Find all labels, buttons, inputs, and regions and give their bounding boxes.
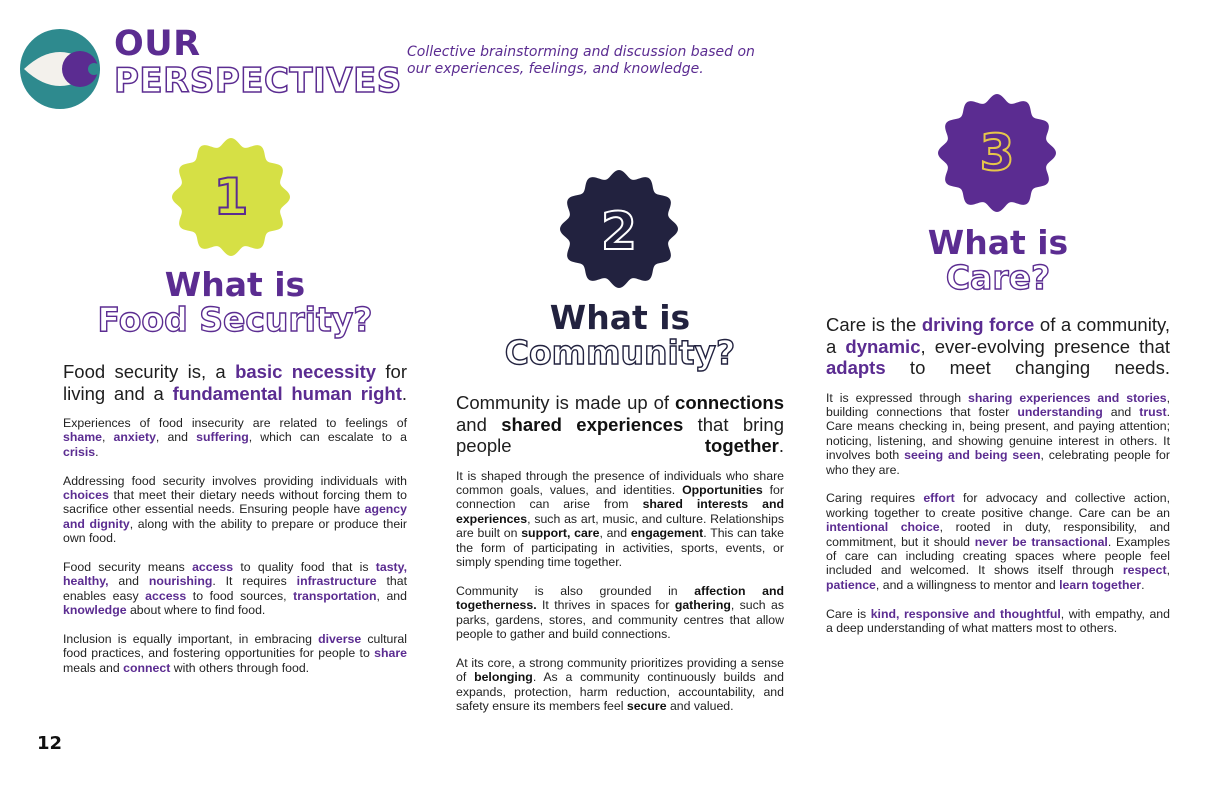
badge-2 (556, 166, 682, 292)
body-text: and (1102, 404, 1140, 419)
body-paragraph (63, 474, 407, 546)
body-text: , celebrating people for who they are. (826, 448, 1170, 477)
body-text: to quality food that is (233, 560, 376, 575)
eye-logo-icon (20, 29, 100, 109)
highlight-text: access (192, 560, 234, 575)
section-1-body (63, 416, 407, 675)
body-text: , ever-evolving presence that (920, 335, 1170, 357)
highlight-text: anxiety (113, 430, 156, 445)
highlight-text: connections (675, 392, 784, 413)
highlight-text: nourishing (148, 574, 213, 589)
body-text: cultural food practices, and fostering opportunities for people to (63, 632, 408, 661)
body-text: , and (599, 526, 631, 541)
badge-1-number: 1 (213, 168, 249, 226)
body-text: , along with the ability to prepare or produce their own food. (63, 516, 407, 546)
body-text: and (108, 574, 149, 589)
body-paragraph (456, 584, 784, 642)
badge-3-number: 3 (979, 124, 1015, 182)
highlight-text: basic necessity (235, 361, 377, 382)
page-number: 12 (37, 733, 63, 754)
body-paragraph (63, 416, 407, 459)
page-tagline: Collective brainstorming and discussion based on our experiences, feelings, and knowledge. (407, 44, 755, 77)
highlight-text: infrastructure (296, 574, 377, 589)
section-2-heading-what: What is (549, 298, 691, 337)
section-3-body (826, 391, 1170, 636)
highlight-text: support, care (521, 526, 600, 541)
body-text: Care is the (826, 314, 922, 335)
body-text: , rooted in duty, responsibility, and commitment, but it should (826, 520, 1170, 549)
body-text: . (401, 382, 407, 404)
highlight-text: access (145, 588, 187, 603)
body-text: , and (376, 588, 407, 603)
body-paragraph (826, 391, 1170, 477)
body-paragraph (63, 632, 407, 675)
highlight-text: together (704, 435, 779, 456)
highlight-text: gathering (674, 598, 731, 613)
page-title-line2: PERSPECTIVES (114, 61, 402, 101)
highlight-text: learn together (1059, 577, 1142, 592)
body-text: . Examples of care can including creating spaces where people feel included and welcomed. It shows itself through (826, 534, 1170, 578)
body-text: . As a community continuously builds and expands, protection, harm reduction, accountability, and safety ensure its members feel (456, 670, 784, 713)
body-text: and valued. (666, 698, 734, 713)
highlight-text: fundamental human right (172, 382, 402, 404)
highlight-text: seeing and being seen (904, 448, 1041, 463)
body-text: At its core, a strong community prioritizes providing a sense of (456, 655, 784, 685)
body-paragraph (456, 469, 784, 570)
highlight-text: tasty, healthy, (63, 560, 407, 589)
highlight-text: kind, responsive and thoughtful (870, 606, 1061, 621)
badge-1 (168, 134, 294, 260)
highlight-text: knowledge (63, 603, 127, 618)
body-text: Community is also grounded in (456, 583, 695, 598)
section-3-heading-what: What is (927, 223, 1069, 262)
body-text: to food sources, (186, 588, 294, 603)
highlight-text: understanding (1017, 404, 1103, 419)
section-3-lead (826, 314, 1170, 379)
highlight-text: shame (63, 430, 102, 445)
highlight-text: belonging (474, 670, 533, 685)
highlight-text: respect (1122, 563, 1167, 578)
body-text: , (1166, 563, 1170, 578)
body-text: , with empathy, and a deep understanding of what matters most to others. (826, 606, 1170, 635)
body-text: , building connections that foster (826, 390, 1170, 419)
body-text: for connection can arise from (456, 482, 784, 512)
section-care (826, 223, 1170, 650)
badge-2-number: 2 (600, 202, 638, 262)
highlight-text: agency and dignity (63, 502, 407, 531)
section-3-heading-topic: Care? (945, 258, 1051, 297)
body-text: Food security means (63, 560, 193, 575)
body-text: Food security is, a (63, 361, 236, 382)
body-paragraph (826, 607, 1170, 636)
body-text: Inclusion is equally important, in embracing (63, 632, 319, 647)
body-text: for living and a (63, 361, 407, 404)
highlight-text: affection and togetherness. (456, 583, 784, 613)
body-text: Community is made up of (456, 392, 676, 413)
highlight-text: secure (626, 698, 667, 713)
highlight-text: transportation (293, 588, 377, 603)
highlight-text: shared interests and experiences (456, 497, 785, 526)
body-paragraph (63, 560, 407, 618)
body-text: , (101, 430, 114, 445)
body-text: , and (155, 430, 197, 445)
highlight-text: choices (63, 488, 109, 503)
highlight-text: diverse (318, 632, 362, 647)
highlight-text: share (374, 646, 407, 661)
highlight-text: connect (123, 660, 171, 675)
body-text: . Care means checking in, being present, and paying attention; noticing, listening, and showing genuine interest in others. It involves both (826, 404, 1170, 463)
body-text: . (95, 444, 99, 459)
page-title-line1: OUR (114, 24, 201, 64)
body-text: for advocacy and collective action, working together to create positive change. Care can be an (826, 491, 1170, 520)
body-text: with others through food. (170, 660, 310, 675)
highlight-text: effort (923, 491, 955, 506)
body-text: , such as parks, gardens, stores, and community centres that allow people to gather and build connections. (456, 598, 784, 641)
body-text: that bring people (456, 413, 784, 456)
section-2-lead (456, 392, 784, 457)
body-text: . (778, 435, 784, 456)
highlight-text: never be transactional (974, 534, 1108, 549)
section-1-lead (63, 361, 407, 404)
body-paragraph (456, 656, 784, 714)
highlight-text: dynamic (845, 335, 921, 357)
body-text: Addressing food security involves providing individuals with (63, 473, 407, 488)
body-text: , and a willingness to mentor and (875, 577, 1060, 592)
body-text: Caring requires (826, 491, 924, 506)
body-text: that meet their dietary needs without forcing them to sacrifice other essential needs. Ensuring people have (63, 488, 407, 517)
highlight-text: patience (826, 577, 876, 592)
body-text: It is expressed through (826, 390, 968, 405)
section-1-heading-topic: Food Security? (97, 300, 373, 339)
highlight-text: intentional choice (826, 520, 940, 535)
body-text: . This can take the form of participating in activities, sports, events, or simply spending time together. (456, 526, 784, 569)
highlight-text: suffering (196, 430, 249, 445)
body-text: . (1141, 577, 1145, 592)
body-text: It thrives in spaces for (536, 598, 675, 613)
section-2-heading-topic: Community? (504, 333, 736, 372)
body-text: , such as art, music, and culture. Relationships are built on (456, 511, 784, 541)
section-2-body (456, 469, 784, 714)
body-text: , which can escalate to a (248, 430, 407, 445)
section-1-heading-what: What is (164, 265, 306, 304)
body-text: meals and (63, 660, 124, 675)
highlight-text: driving force (921, 314, 1035, 335)
body-text: Care is (826, 606, 871, 621)
body-text: about where to find food. (126, 603, 266, 618)
highlight-text: crisis (63, 444, 96, 459)
body-text: that enables easy (63, 574, 407, 603)
highlight-text: sharing experiences and stories (968, 390, 1167, 405)
body-text: Experiences of food insecurity are related to feelings of (63, 416, 407, 430)
body-text: It is shaped through the presence of individuals who share common goals, values, and identities. (456, 468, 784, 497)
highlight-text: Opportunities (682, 482, 763, 497)
body-paragraph (826, 491, 1170, 592)
body-text: and (456, 413, 502, 435)
section-food-security (63, 265, 408, 690)
highlight-text: engagement (630, 526, 704, 541)
highlight-text: adapts (826, 357, 886, 378)
body-text: . It requires (212, 574, 297, 589)
highlight-text: shared experiences (501, 413, 684, 435)
highlight-text: trust (1139, 404, 1167, 419)
body-text: of a community, a (826, 314, 1170, 357)
badge-3 (934, 90, 1060, 216)
body-text: to meet changing needs. (885, 357, 1170, 378)
section-community (456, 298, 785, 728)
